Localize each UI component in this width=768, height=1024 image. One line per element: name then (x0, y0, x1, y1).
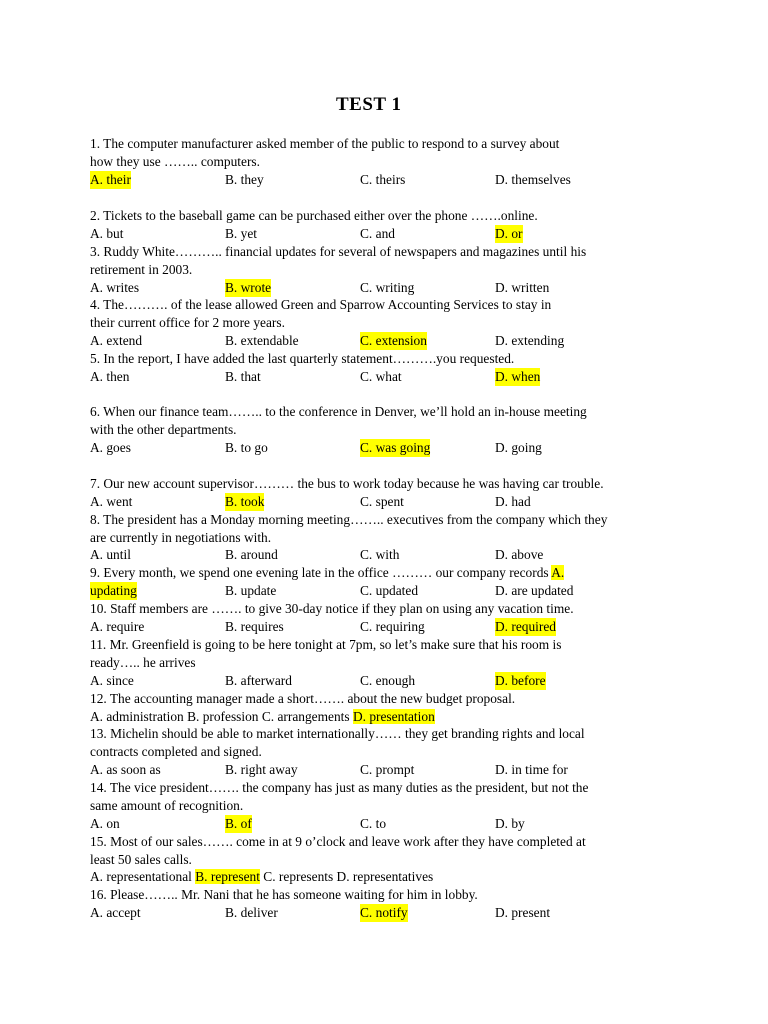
question-16-line-1: 16. Please…….. Mr. Nani that he has someone waiting for him in lobby. (90, 887, 478, 902)
question-3-line-2: retirement in 2003. (90, 262, 193, 277)
option-b: B. of (225, 816, 252, 831)
question-1-line-1: 1. The computer manufacturer asked member of the public to respond to a survey about (90, 136, 560, 151)
option-b: B. that (225, 369, 261, 384)
option-c: C. theirs (360, 172, 406, 187)
option-c: C. enough (360, 673, 416, 688)
option-a: A. their (90, 172, 131, 187)
question-2-options (90, 225, 690, 243)
page-title: TEST 1 (336, 94, 402, 115)
option-b: B. right away (225, 762, 298, 777)
option-a: updating (90, 583, 137, 598)
option-a: A. require (90, 619, 145, 634)
option-b: B. they (225, 172, 264, 187)
option-b: B. yet (225, 226, 257, 241)
question-6-line-1: 6. When our finance team…….. to the conference in Denver, we’ll hold an in-house meeting (90, 404, 587, 419)
option-b: B. requires (225, 619, 284, 634)
option-c: C. requiring (360, 619, 425, 634)
question-16-options (90, 904, 690, 922)
question-8-options (90, 546, 690, 564)
option-b: B. extendable (225, 333, 299, 348)
question-14-options (90, 815, 690, 833)
option-b: B. afterward (225, 673, 292, 688)
question-1-line-2: how they use …….. computers. (90, 154, 260, 169)
option-c: C. with (360, 547, 400, 562)
option-d: D. by (495, 816, 525, 831)
question-3-options (90, 279, 690, 297)
options-a-to-c: A. administration B. profession C. arrangements (90, 709, 350, 724)
option-c: C. writing (360, 280, 415, 295)
option-d: D. had (495, 494, 531, 509)
options-c-d: C. represents D. representatives (263, 869, 434, 884)
option-d: D. when (495, 369, 541, 384)
option-d: D. above (495, 547, 544, 562)
question-8-line-2: are currently in negotiations with. (90, 530, 272, 545)
question-9-line-1 (90, 564, 564, 582)
question-12-options (90, 708, 435, 726)
option-d: D. presentation (352, 709, 435, 724)
option-d: D. before (495, 673, 546, 688)
option-a-marker: A. (551, 565, 565, 580)
question-14-line-2: same amount of recognition. (90, 798, 244, 813)
option-c: C. updated (360, 583, 419, 598)
question-14-line-1: 14. The vice president……. the company has just as many duties as the president, but not the (90, 780, 589, 795)
option-d: D. in time for (495, 762, 568, 777)
question-15-line-1: 15. Most of our sales……. come in at 9 o’clock and leave work after they have completed at (90, 834, 586, 849)
option-a: A. as soon as (90, 762, 161, 777)
option-c: C. what (360, 369, 402, 384)
option-c: C. to (360, 816, 387, 831)
option-c: C. spent (360, 494, 404, 509)
question-15-options (90, 868, 433, 886)
option-a: A. writes (90, 280, 140, 295)
option-b: B. around (225, 547, 278, 562)
option-d: D. written (495, 280, 550, 295)
question-9-options (90, 582, 690, 600)
option-d: D. going (495, 440, 542, 455)
option-a: A. extend (90, 333, 143, 348)
question-4-options (90, 332, 690, 350)
question-9-text: 9. Every month, we spend one evening late in the office ……… our company records (90, 565, 549, 580)
question-15-line-2: least 50 sales calls. (90, 852, 192, 867)
option-a: A. accept (90, 905, 141, 920)
option-a: A. went (90, 494, 133, 509)
option-a: A. then (90, 369, 130, 384)
question-13-line-1: 13. Michelin should be able to market internationally…… they get branding rights and local (90, 726, 585, 741)
option-c: C. prompt (360, 762, 415, 777)
option-c: C. extension (360, 333, 427, 348)
question-4-line-2: their current office for 2 more years. (90, 315, 285, 330)
option-a: A. goes (90, 440, 131, 455)
question-8-line-1: 8. The president has a Monday morning meeting…….. executives from the company which they (90, 512, 608, 527)
question-7-options (90, 493, 690, 511)
option-d: D. required (495, 619, 556, 634)
option-a: A. until (90, 547, 131, 562)
option-b: B. represent (195, 869, 260, 884)
option-d: D. are updated (495, 583, 574, 598)
question-13-line-2: contracts completed and signed. (90, 744, 262, 759)
option-c: C. was going (360, 440, 431, 455)
option-d: D. extending (495, 333, 565, 348)
option-c: C. and (360, 226, 395, 241)
option-b: B. update (225, 583, 277, 598)
question-5-options (90, 368, 690, 386)
question-4-line-1: 4. The………. of the lease allowed Green and Sparrow Accounting Services to stay in (90, 297, 552, 312)
question-10-options (90, 618, 690, 636)
question-3-line-1: 3. Ruddy White……….. financial updates for several of newspapers and magazines until his (90, 244, 587, 259)
question-7-line-1: 7. Our new account supervisor……… the bus to work today because he was having car trouble. (90, 476, 604, 491)
question-11-line-1: 11. Mr. Greenfield is going to be here tonight at 7pm, so let’s make sure that his room is (90, 637, 562, 652)
option-d: D. present (495, 905, 551, 920)
option-c: C. notify (360, 905, 408, 920)
option-a: A. but (90, 226, 124, 241)
question-13-options (90, 761, 690, 779)
option-a: A. since (90, 673, 134, 688)
question-6-options (90, 439, 690, 457)
question-11-options (90, 672, 690, 690)
option-d: D. themselves (495, 172, 571, 187)
question-1-options (90, 171, 690, 189)
option-b: B. wrote (225, 280, 272, 295)
question-2-line-1: 2. Tickets to the baseball game can be purchased either over the phone …….online. (90, 208, 538, 223)
option-a: A. representational (90, 869, 192, 884)
question-10-line-1: 10. Staff members are ……. to give 30-day notice if they plan on using any vacation time. (90, 601, 574, 616)
option-b: B. took (225, 494, 265, 509)
option-a: A. on (90, 816, 120, 831)
question-5-line-1: 5. In the report, I have added the last quarterly statement……….you requested. (90, 351, 515, 366)
question-6-line-2: with the other departments. (90, 422, 237, 437)
option-d: D. or (495, 226, 523, 241)
option-b: B. to go (225, 440, 268, 455)
option-b: B. deliver (225, 905, 278, 920)
question-12-line-1: 12. The accounting manager made a short……. about the new budget proposal. (90, 691, 516, 706)
question-11-line-2: ready….. he arrives (90, 655, 196, 670)
